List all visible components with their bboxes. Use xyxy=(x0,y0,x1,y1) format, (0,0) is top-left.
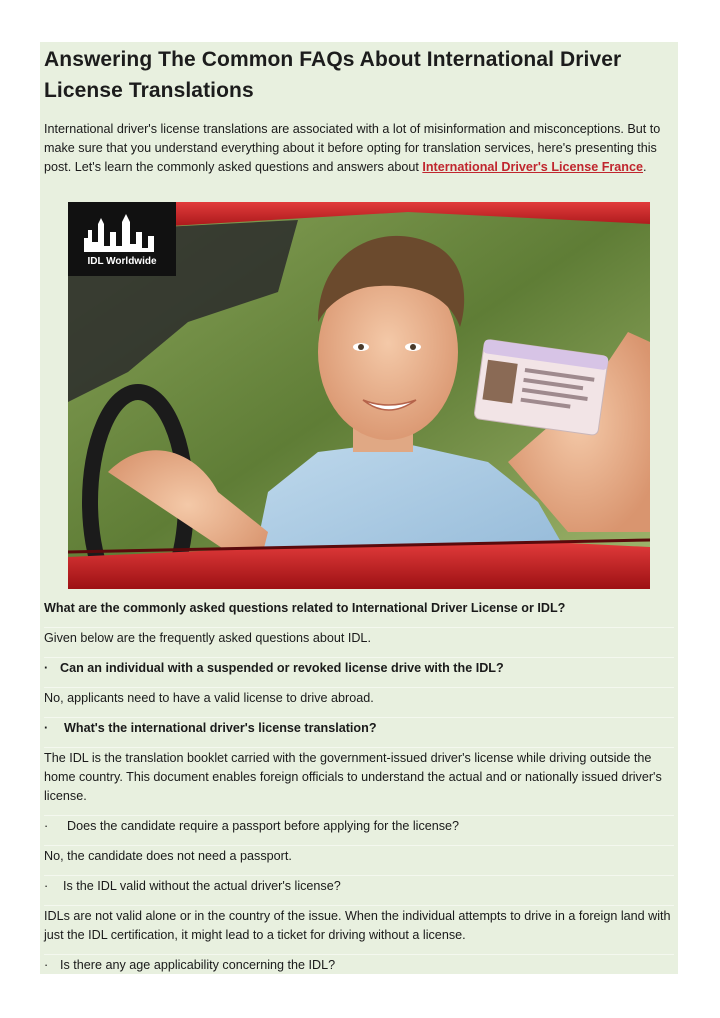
intro-end: . xyxy=(643,160,647,174)
faq-question: · Is there any age applicability concerning the IDL? xyxy=(44,958,336,972)
faq-lead: Given below are the frequently asked questions about IDL. xyxy=(44,629,674,658)
faq-section xyxy=(44,599,674,984)
faq-question: · Does the candidate require a passport before applying for the license? xyxy=(44,817,674,846)
faq-heading: What are the commonly asked questions related to International Driver License or IDL? xyxy=(44,599,674,628)
faq-question: · Can an individual with a suspended or revoked license drive with the IDL? xyxy=(44,659,674,688)
page-title: Answering The Common FAQs About International Driver License Translations xyxy=(44,48,622,102)
document-page xyxy=(40,42,678,974)
faq-question: · What's the international driver's license translation? xyxy=(44,719,674,748)
logo-text: IDL Worldwide xyxy=(87,256,157,267)
faq-question: · Is the IDL valid without the actual driver's license? xyxy=(44,877,674,906)
intro-text: International driver's license translations are associated with a lot of misinformation and misconceptions. But to make sure that you understand everything about it before opting for translation services, here's presenting this post. Let's learn the commonly asked questions and answers about xyxy=(44,122,661,174)
intro-paragraph xyxy=(44,120,674,177)
faq-answer: No, applicants need to have a valid license to drive abroad. xyxy=(44,689,674,718)
hero-photo xyxy=(68,202,650,589)
faq-answer: No, the candidate does not need a passport. xyxy=(44,847,674,876)
faq-answer: IDLs are not valid alone or in the country of the issue. When the individual attempts to drive in a foreign land with just the IDL certification, it might lead to a ticket for driving without a license. xyxy=(44,907,674,955)
intro-link[interactable]: International Driver's License France xyxy=(422,160,644,174)
faq-answer: The IDL is the translation booklet carried with the government-issued driver's license while driving outside the home country. This document enables foreign officials to understand the actual and or nationally issued driver's license. xyxy=(44,749,674,816)
